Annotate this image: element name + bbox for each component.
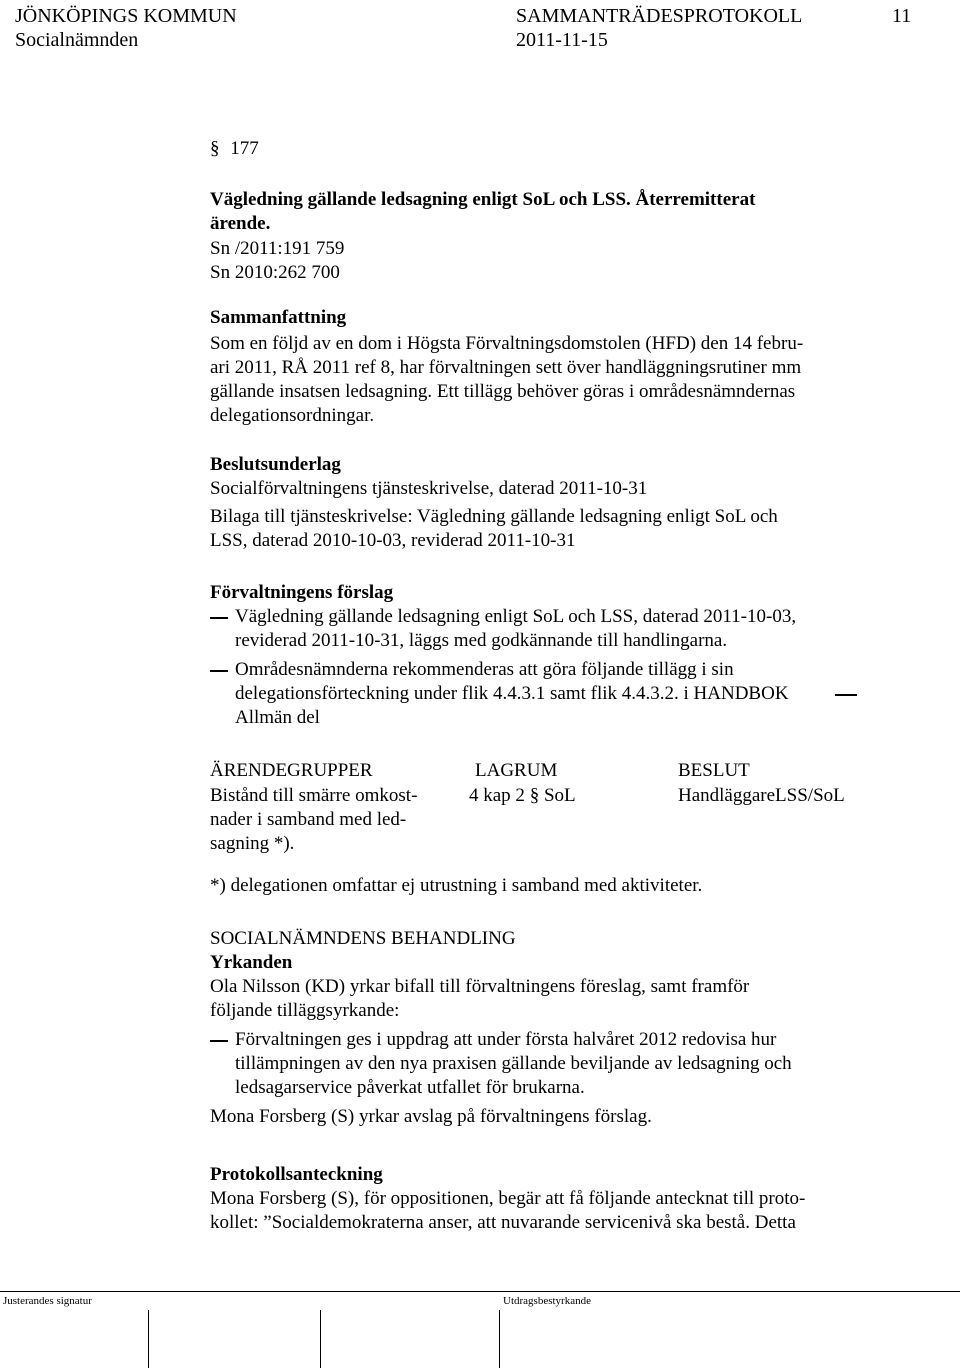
table-row-group-line2: nader i samband med led-: [210, 809, 407, 830]
law-chapter: 4 kap 2: [469, 785, 525, 806]
table-row-decision: HandläggareLSS/SoL: [678, 785, 845, 806]
summary-heading: Sammanfattning: [210, 307, 347, 328]
bullet-dash: [210, 670, 228, 672]
signature-box-divider: [148, 1310, 149, 1368]
header-org: JÖNKÖPINGS KOMMUN: [15, 5, 237, 27]
summary-line-4: delegationsordningar.: [210, 405, 375, 426]
basis-item-1: Socialförvaltningens tjänsteskrivelse, daterad 2011-10-31: [210, 478, 648, 499]
section-symbol: §: [529, 785, 540, 806]
summary-line-3: gällande insatsen ledsagning. Ett tillägg behöver göras i områdesnämndernas: [210, 381, 796, 402]
signature-box-divider: [499, 1310, 500, 1368]
proposal-bullet-1-line2: reviderad 2011-10-31, läggs med godkännande till handlingarna.: [235, 630, 728, 651]
table-row-group-line3: sagning *).: [210, 833, 295, 854]
claim-bullet-line2: tillämpningen av den nya praxisen gällande beviljande av ledsagning och: [235, 1053, 792, 1074]
section-symbol: §: [210, 138, 220, 159]
paragraph-number-value: 177: [230, 138, 259, 159]
table-row-law: [469, 784, 576, 808]
proposal-bullet-1-line1: Vägledning gällande ledsagning enligt SoL och LSS, daterad 2011-10-03,: [235, 606, 797, 627]
signature-box-divider: [320, 1310, 321, 1368]
proposal-bullet-2-line2: delegationsförteckning under flik 4.4.3.1 samt flik 4.4.3.2. i HANDBOK: [235, 683, 789, 704]
basis-heading: Beslutsunderlag: [210, 454, 341, 475]
proposal-bullet-2-line3: Allmän del: [235, 707, 320, 728]
footer-sign-label-1: Justerandes signatur: [3, 1295, 92, 1307]
summary-line-2: ari 2011, RÅ 2011 ref 8, har förvaltningen sett över handläggningsrutiner mm: [210, 357, 802, 378]
bullet-dash: [210, 617, 228, 619]
basis-item-2-line2: LSS, daterad 2010-10-03, reviderad 2011-10-31: [210, 530, 576, 551]
protocol-note-line2: kollet: ”Socialdemokraterna anser, att nuvarande servicenivå ska bestå. Detta: [210, 1212, 796, 1233]
basis-item-2-line1: Bilaga till tjänsteskrivelse: Vägledning gällande ledsagning enligt SoL och: [210, 506, 778, 527]
proposal-bullet-2-line1: Områdesnämnderna rekommenderas att göra följande tillägg i sin: [235, 659, 734, 680]
footer-rule: [0, 1291, 960, 1292]
summary-line-1: Som en följd av en dom i Högsta Förvaltningsdomstolen (HFD) den 14 febru-: [210, 333, 804, 354]
claim-1-line2: följande tilläggsyrkande:: [210, 1000, 400, 1021]
table-header-groups: ÄRENDEGRUPPER: [210, 760, 373, 781]
claim-1-line1: Ola Nilsson (KD) yrkar bifall till förvaltningens föreslag, samt framför: [210, 976, 750, 997]
header-dept: Socialnämnden: [15, 29, 139, 51]
footer-sign-label-2: Utdragsbestyrkande: [503, 1295, 591, 1307]
table-row-group-line1: Bistånd till smärre omkost-: [210, 785, 418, 806]
claim-bullet-line1: Förvaltningen ges i uppdrag att under första halvåret 2012 redovisa hur: [235, 1029, 777, 1050]
paragraph-title-line2: ärende.: [210, 213, 271, 234]
header-doc-type: SAMMANTRÄDESPROTOKOLL: [516, 5, 803, 27]
handling-heading: SOCIALNÄMNDENS BEHANDLING: [210, 928, 516, 949]
bullet-dash: [210, 1040, 228, 1042]
protocol-note-line1: Mona Forsberg (S), för oppositionen, begär att få följande antecknat till proto-: [210, 1188, 806, 1209]
claim-2: Mona Forsberg (S) yrkar avslag på förvaltningens förslag.: [210, 1106, 652, 1127]
claim-bullet-line3: ledsagarservice påverkat utfallet för brukarna.: [235, 1077, 585, 1098]
claims-heading: Yrkanden: [210, 952, 293, 973]
proposal-heading: Förvaltningens förslag: [210, 582, 394, 603]
paragraph-title-line1: Vägledning gällande ledsagning enligt SoL och LSS. Återremitterat: [210, 189, 756, 210]
page-number: 11: [892, 5, 912, 27]
reference-2: Sn 2010:262 700: [210, 262, 340, 283]
header-date: 2011-11-15: [516, 29, 608, 51]
paragraph-number: [210, 137, 259, 161]
protocol-note-heading: Protokollsanteckning: [210, 1164, 383, 1185]
trailing-dash: [835, 694, 857, 696]
reference-1: Sn /2011:191 759: [210, 238, 345, 259]
footnote: *) delegationen omfattar ej utrustning i samband med aktiviteter.: [210, 875, 703, 896]
law-name: SoL: [543, 785, 576, 806]
table-header-decision: BESLUT: [678, 760, 750, 781]
table-header-law: LAGRUM: [475, 760, 558, 781]
